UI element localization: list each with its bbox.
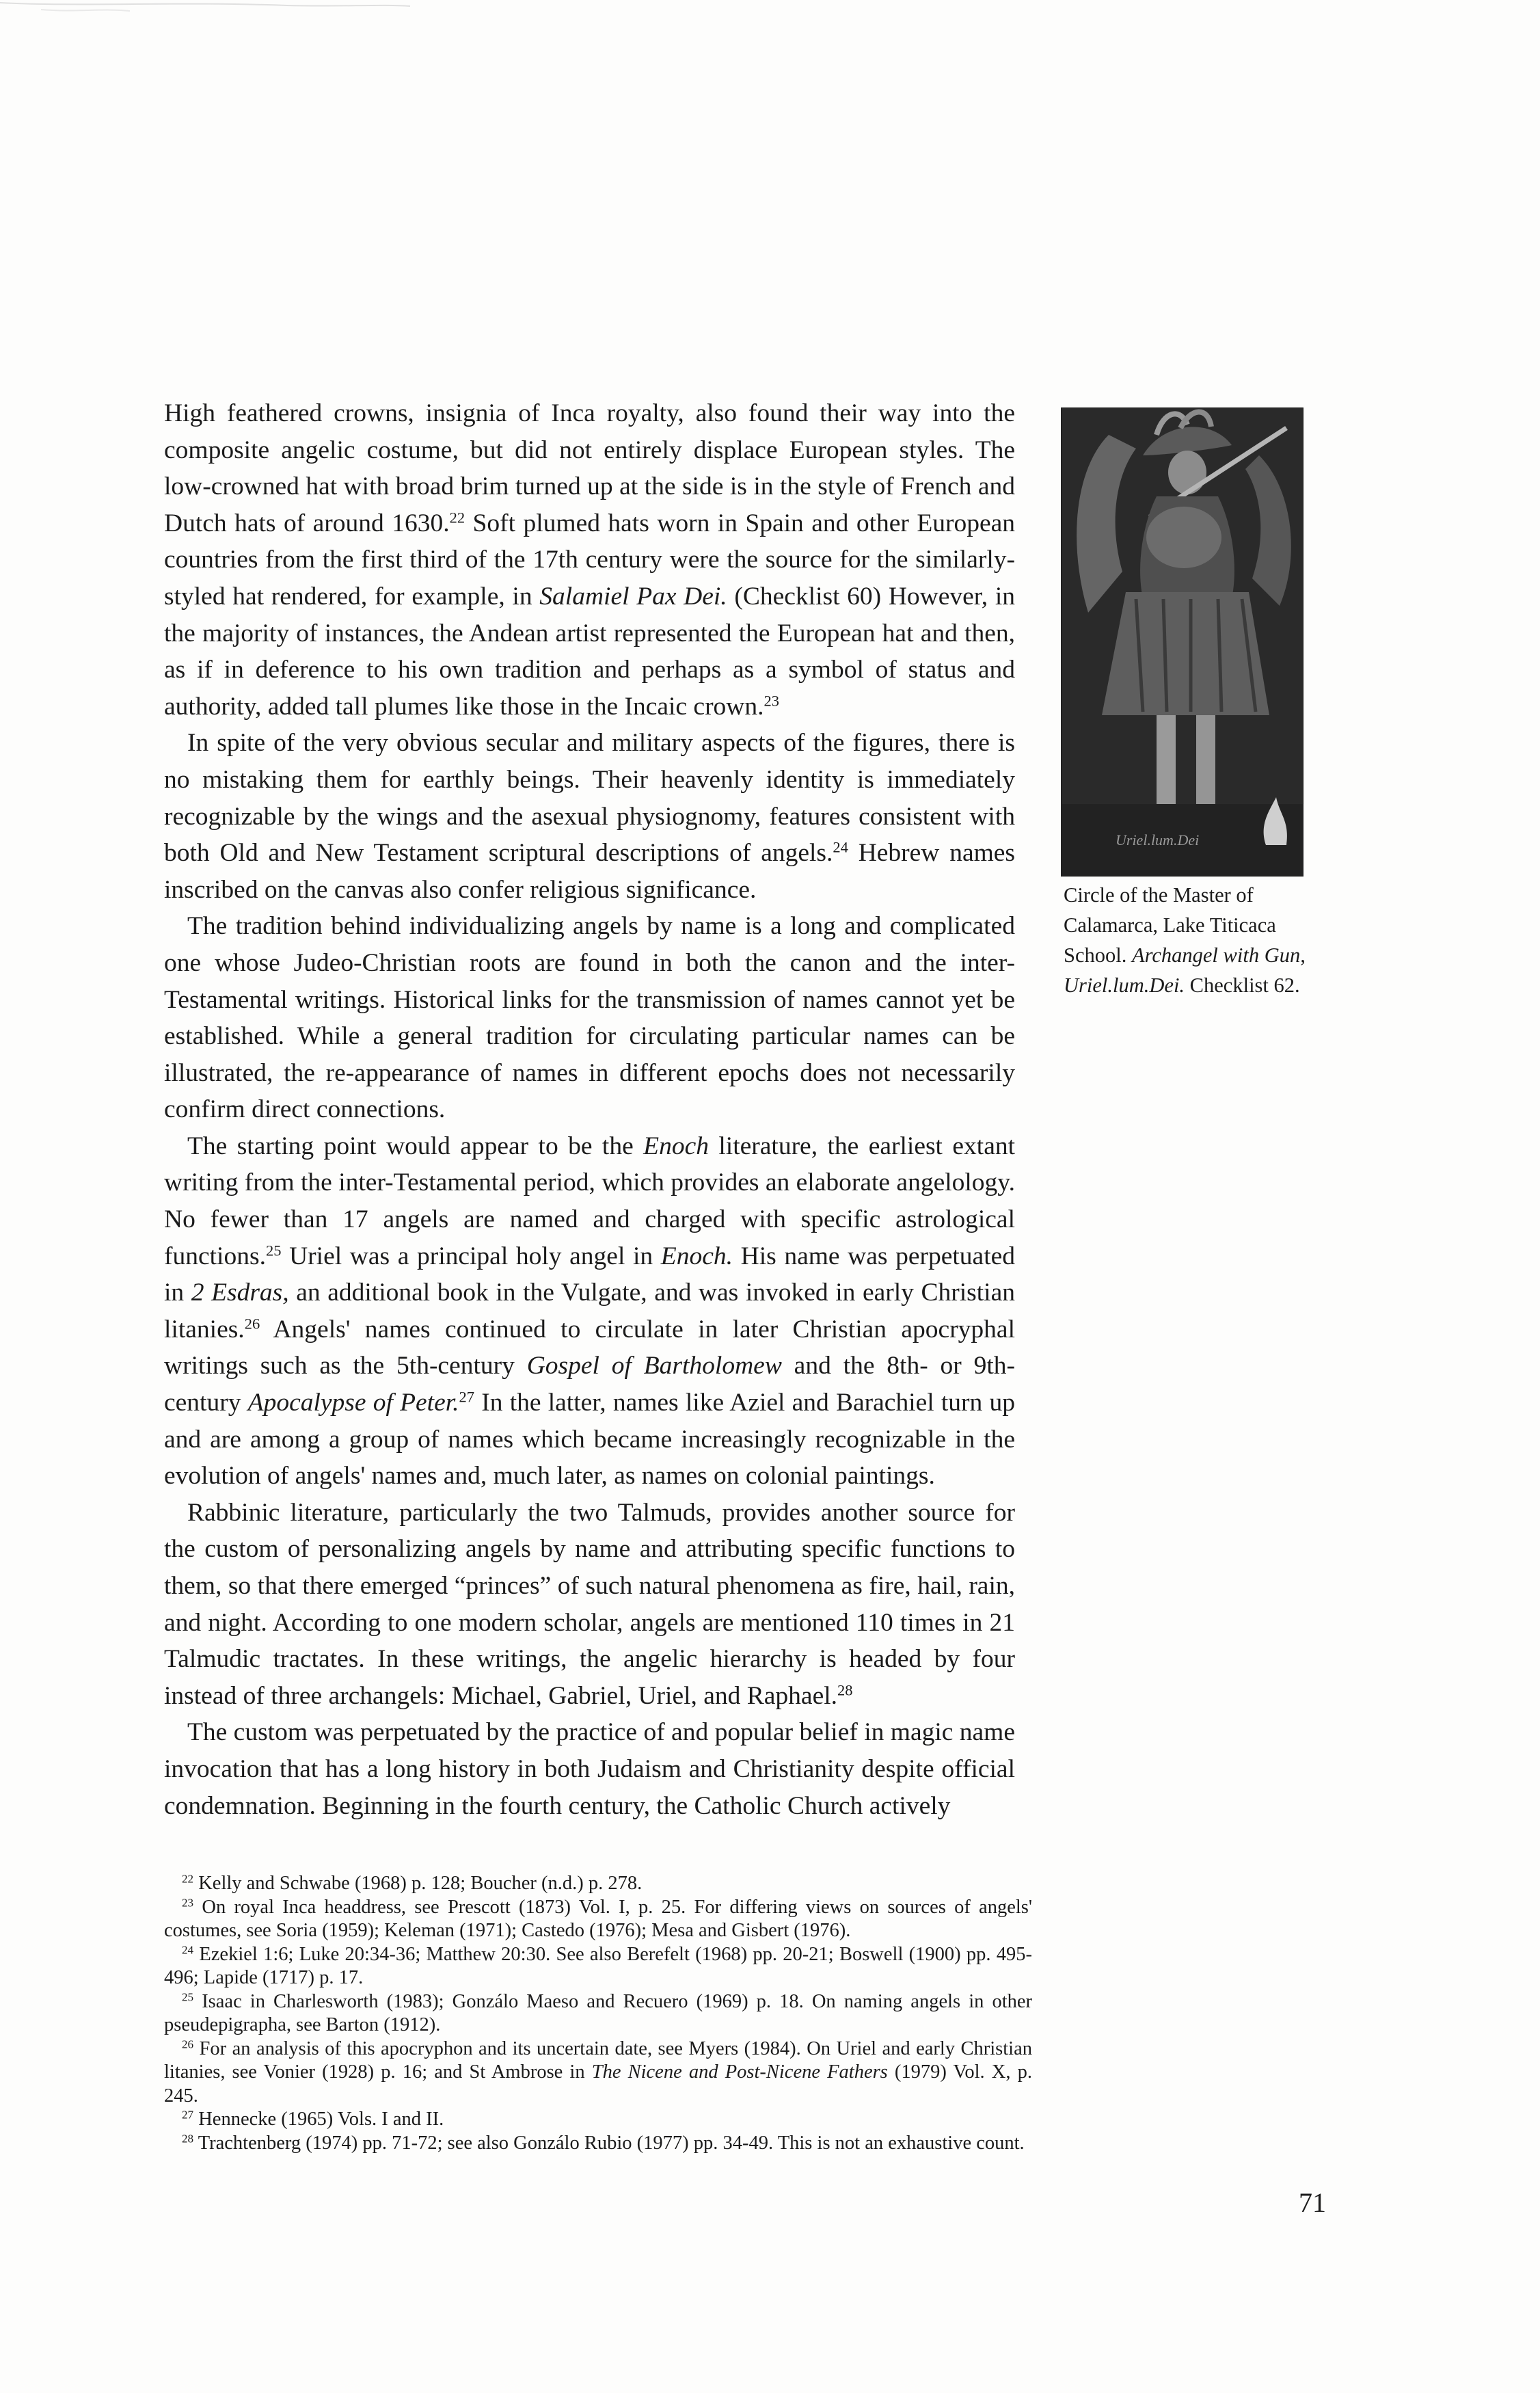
paragraph: The custom was perpetuated by the practice of and popular belief in magic name invocation that has a long history in both Judaism and Christianity despite official condemnation. Beginning in the fourth century, the Catholic Church actively	[164, 1718, 1015, 1820]
footnote-ref: 27	[459, 1388, 475, 1406]
paragraph: Rabbinic literature, particularly the two Talmuds, provides another source for the custom of personalizing angels by name and attributing specific functions to them, so that there emerged “princes” of such natural phenomena as fire, hail, rain, and night. According to one modern scholar, angels are mentioned 110 times in 21 Talmudic tractates. In these writings, the angelic hierarchy is headed by four instead of three archangels: Michael, Gabriel, Uriel, and Raphael.$^{28}$	[164, 1498, 1015, 1710]
footnote: $^{23}$ On royal Inca headdress, see Prescott (1873) Vol. I, p. 25. For differing views on sources of angels' costumes, see Soria (1959); Keleman (1971); Castedo (1976); Mesa and Gisbert (1976).	[164, 1896, 1033, 1941]
footnote: $^{22}$ Kelly and Schwabe (1968) p. 128; Boucher (n.d.) p. 278.	[182, 1872, 643, 1894]
footnote-ref: 25	[265, 1242, 282, 1259]
footnote-ref: 26	[244, 1315, 260, 1333]
painting-inscription: Uriel.lum.Dei	[1116, 831, 1200, 848]
footnote-ref: 22	[449, 509, 465, 526]
paragraph: In spite of the very obvious secular and military aspects of the figures, there is no mistaking them for earthly beings. Their heavenly identity is immediately recognizable by the wings and the asexual physiognomy, features consistent with both Old and New Testament scriptural descriptions of angels.$^{24}$ Hebrew names inscribed on the canvas also confer religious significance.	[164, 729, 1015, 904]
paragraph: The tradition behind individualizing angels by name is a long and complicated one whose Judeo-Christian roots are found in both the canon and the inter-Testamental writings. Historical links for the transmission of names cannot yet be established. While a general tradition for circulating particular names can be illustrated, the re-appearance of names in different epochs does not necessarily confirm direct connections.	[164, 912, 1015, 1124]
footnotes	[164, 1872, 1032, 2155]
paragraph: The starting point would appear to be the Enoch literature, the earliest extant writing from the inter-Testamental period, which provides an elaborate angelology. No fewer than 17 angels are named and charged with specific astrological functions.$^{25}$ Uriel was a principal holy angel in Enoch. His name was perpetuated in 2 Esdras, an additional book in the Vulgate, and was invoked in early Christian litanies.$^{26}$ Angels' names continued to circulate in later Christian apocryphal writings such as the 5th-century Gospel of Bartholomew and the 8th- or 9th-century Apocalypse of Peter.$^{27}$ In the latter, names like Aziel and Barachiel turn up and are among a group of names which became increasingly recognizable in the evolution of angels' names and, much later, as names on colonial paintings.	[164, 1132, 1016, 1490]
footnote: $^{24}$ Ezekiel 1:6; Luke 20:34-36; Matthew 20:30. See also Berefelt (1968) pp. 20-21; Boswell (1900) pp. 495-496; Lapide (1717) p. 17.	[164, 1943, 1033, 1988]
footnote-ref: 23	[764, 692, 780, 710]
paragraph: High feathered crowns, insignia of Inca royalty, also found their way into the composite angelic costume, but did not entirely displace European styles. The low-crowned hat with broad brim turned up at the side is in the style of French and Dutch hats of around 1630.22 Soft plumed hats worn in Spain and other European countries from the first third of the 17th century were the source for the similarly-styled hat rendered, for example, in Salamiel Pax Dei. (Checklist 60) However, in the majority of instances, the Andean artist represented the European hat and then, as if in deference to his own tradition and perhaps as a symbol of status and authority, added tall plumes like those in the Incaic crown.$^{23}$	[164, 399, 1016, 721]
main-text	[164, 395, 1015, 1824]
footnote: $^{27}$ Hennecke (1965) Vols. I and II.	[182, 2108, 444, 2130]
caption-title: Archangel with Gun, Uriel.lum.Dei.	[1064, 944, 1306, 997]
footnote-ref: 28	[837, 1681, 853, 1699]
figure-caption: Circle of the Master of Calamarca, Lake Titicaca School. Archangel with Gun, Uriel.lum.Dei. Checklist 62.	[1064, 883, 1306, 997]
footnote: $^{26}$ For an analysis of this apocryphon and its uncertain date, see Myers (1984). On Uriel and early Christian litanies, see Vonier (1928) p. 16; and St Ambrose in The Nicene and Post-Nicene Fathers (1979) Vol. X, p. 245.	[164, 2037, 1032, 2107]
artwork-title: Salamiel Pax Dei.	[539, 582, 727, 611]
footnote: $^{28}$ Trachtenberg (1974) pp. 71-72; see also Gonzálo Rubio (1977) pp. 34-49. This is not an exhaustive count.	[182, 2132, 1025, 2154]
footnote-ref: 24	[833, 838, 848, 856]
page-number: 71	[1299, 2187, 1326, 2218]
footnote: $^{25}$ Isaac in Charlesworth (1983); Gonzálo Maeso and Recuero (1969) p. 18. On naming angels in other pseudepigrapha, see Barton (1912).	[164, 1990, 1033, 2035]
scan-artifact	[0, 0, 410, 27]
archangel-painting	[1061, 407, 1303, 877]
